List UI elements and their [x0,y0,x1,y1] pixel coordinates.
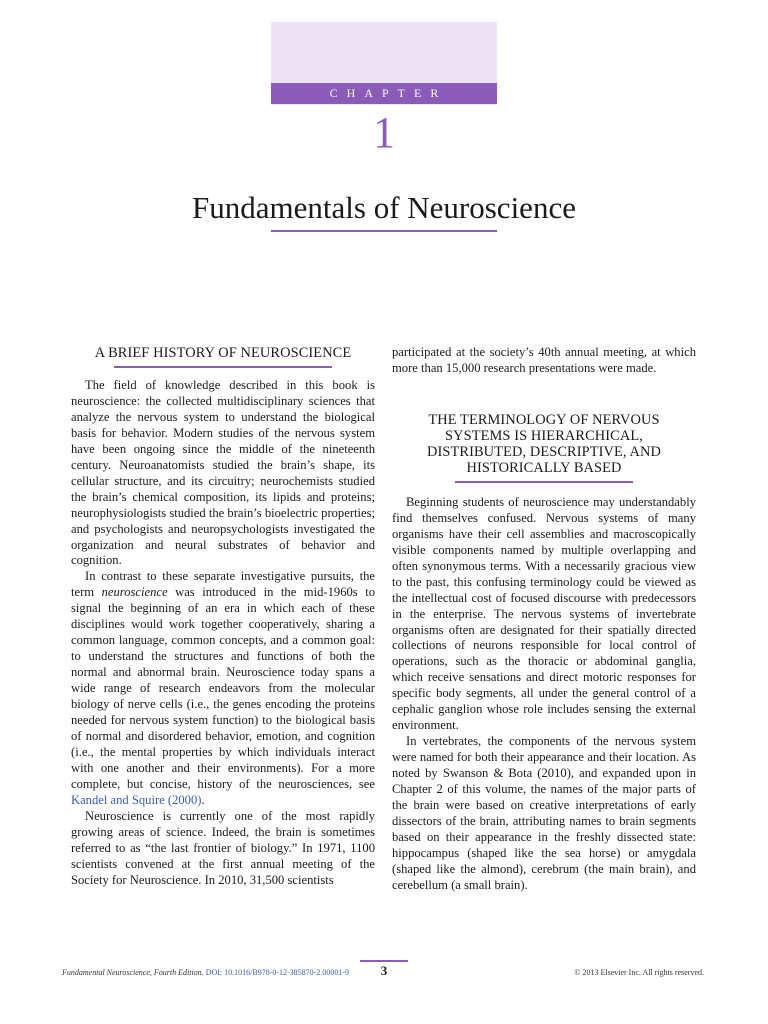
right-column [392,345,696,894]
citation-link[interactable]: Kandel and Squire (2000) [71,792,202,807]
text-run: . [201,792,205,807]
page-number-rule [360,960,408,962]
copyright: © 2013 Elsevier Inc. All rights reserved. [574,968,704,977]
paragraph: Beginning students of neuroscience may understandably find themselves confused. Nervous systems of many organisms have their cell assemblies and macroscopically visible components named by multiple overlapping and often synonymous terms. With a necessarily gracious view to the past, this confusing terminology could be viewed as the intellectual cost of focused discourse with predecessors in the enterprise. The nervous systems of invertebrate organisms often are designated for their spatially directed collections of neurons responsible for local control of operations, such as the thoracic or abdominal ganglia, which receive sensations and direct motoric responses for specific body segments, all under the general control of a cephalic ganglion whose role includes sensing the external environment. [392,494,696,733]
book-title: Fundamental Neuroscience, Fourth Edition. [62,968,204,977]
text-run: was introduced in the mid-1960s to signal the beginning of an era in which each of these disciplines would work together cooperatively, sharing a common language, common concepts, and a common goal: to understand the structures and functions of both the normal and abnormal brain. Neuroscience today spans a wide range of research endeavors from the molecular biology of nerve cells (i.e., the genes encoding the proteins needed for nervous system function) to the biological basis of normal and disordered behavior, emotion, and cognition (i.e., the mental properties by which individuals interact with one another and their environments). For a more complete, but concise, history of the neurosciences, see [71,585,375,791]
paragraph: In vertebrates, the components of the nervous system were named for both their appearance and their location. As noted by Swanson & Bota (2010), and expanded upon in Chapter 2 of this volume, the names of the major parts of the brain were based on creative interpretations of early dissectors of the brain, attributing names to brain segments based on their appearance in the freshly dissected state: hippocampus (shaped like the sea horse) or amygdala (shaped like the almond), cerebrum (the main brain), and cerebellum (a small brain). [392,734,696,892]
text-run: In contrast to these separate investigative pursuits, the term [71,569,375,600]
section-heading-history: A BRIEF HISTORY OF NEUROSCIENCE [94,345,352,361]
paragraph [71,569,375,808]
paragraph-continued: participated at the society’s 40th annual meeting, at which more than 15,000 research presentations were made. [392,345,696,375]
footer-citation [62,968,349,977]
chapter-label: CHAPTER [271,83,497,104]
title-underline [271,230,497,232]
section-heading-terminology: THE TERMINOLOGY OF NERVOUS SYSTEMS IS HIERARCHICAL, DISTRIBUTED, DESCRIPTIVE, AND HISTORICALLY BASED [427,411,661,476]
paragraph: Neuroscience is currently one of the most rapidly growing areas of science. Indeed, the brain is sometimes referred to as “the last frontier of biology.” In 1971, 1100 scientists convened at the first annual meeting of the Society for Neuroscience. In 2010, 31,500 scientists [71,808,375,887]
page-number: 3 [380,963,388,978]
paragraph: The field of knowledge described in this book is neuroscience: the collected multidisciplinary sciences that analyze the nervous system to understand the biological basis for behavior. Modern studies of the nervous system have been ongoing since the middle of the nineteenth century. Neuroanatomists studied the brain’s shape, its cellular structure, and its circuitry; neurochemists studied the brain’s chemical composition, its lipids and proteins; neurophysiologists studied the brain’s bioelectric properties; and psychologists and neuropsychologists investigated the organization and neural substrates of behavior and cognition. [71,378,375,568]
chapter-title: Fundamentals of Neuroscience [192,190,576,225]
emphasis-term: neuroscience [101,585,168,600]
doi-link[interactable]: DOI: 10.1016/B978-0-12-385870-2.00001-9 [205,968,350,977]
left-column [71,345,375,889]
chapter-number: 1 [373,108,395,157]
